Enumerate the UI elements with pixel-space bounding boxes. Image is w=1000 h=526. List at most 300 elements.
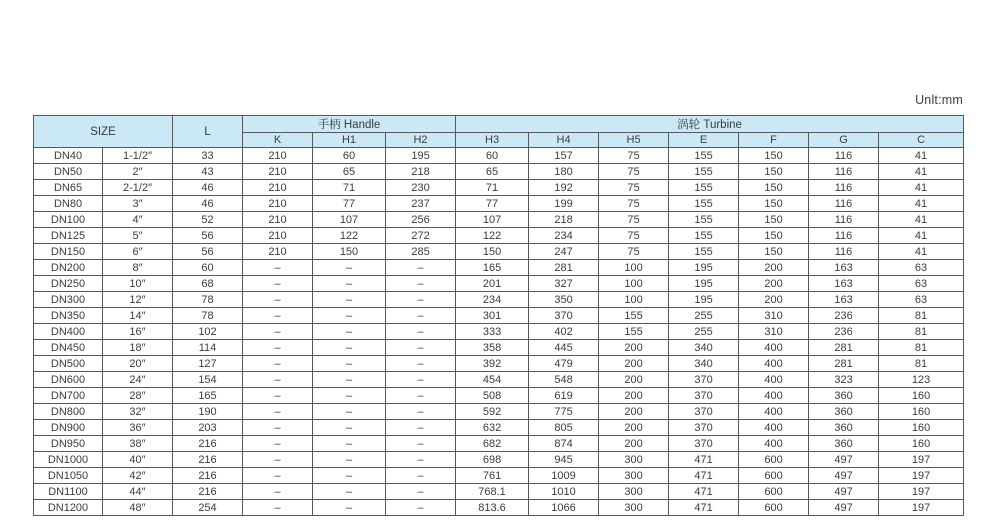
table-row [34,356,964,372]
h4-cell: 805 [529,420,599,436]
h5-cell: 75 [599,244,669,260]
table-row [34,244,964,260]
l-cell: 216 [173,436,243,452]
f-cell: 400 [739,388,809,404]
h4-cell: 402 [529,324,599,340]
g-cell: 116 [809,148,879,164]
c-cell: 160 [879,404,964,420]
l-cell: 102 [173,324,243,340]
size-inch-cell: 44″ [103,484,173,500]
size-dn-cell: DN100 [34,212,103,228]
g-cell: 323 [809,372,879,388]
k-cell: – [243,468,313,484]
f-cell: 600 [739,484,809,500]
k-cell: 210 [243,196,313,212]
h5-cell: 75 [599,212,669,228]
h1-cell: – [313,452,386,468]
e-cell: 340 [669,340,739,356]
l-cell: 56 [173,228,243,244]
g-cell: 236 [809,324,879,340]
h2-cell: – [386,420,456,436]
f-cell: 150 [739,180,809,196]
header-turbine-group: 涡轮 Turbine [456,116,964,133]
h3-cell: 813.6 [456,500,529,516]
l-cell: 60 [173,260,243,276]
k-cell: 210 [243,148,313,164]
table-row [34,212,964,228]
size-inch-cell: 42″ [103,468,173,484]
h2-cell: – [386,324,456,340]
e-cell: 155 [669,148,739,164]
g-cell: 281 [809,356,879,372]
size-dn-cell: DN65 [34,180,103,196]
header-c: C [879,133,964,148]
e-cell: 471 [669,468,739,484]
size-dn-cell: DN80 [34,196,103,212]
h2-cell: – [386,292,456,308]
k-cell: – [243,324,313,340]
size-dn-cell: DN400 [34,324,103,340]
h2-cell: – [386,356,456,372]
header-handle-group: 手柄 Handle [243,116,456,133]
size-dn-cell: DN700 [34,388,103,404]
l-cell: 68 [173,276,243,292]
h5-cell: 75 [599,228,669,244]
e-cell: 155 [669,228,739,244]
h5-cell: 300 [599,500,669,516]
h1-cell: 71 [313,180,386,196]
h4-cell: 775 [529,404,599,420]
e-cell: 370 [669,388,739,404]
h2-cell: – [386,484,456,500]
f-cell: 310 [739,308,809,324]
l-cell: 52 [173,212,243,228]
h3-cell: 201 [456,276,529,292]
size-dn-cell: DN600 [34,372,103,388]
h3-cell: 761 [456,468,529,484]
c-cell: 41 [879,196,964,212]
c-cell: 81 [879,356,964,372]
h4-cell: 1066 [529,500,599,516]
l-cell: 46 [173,180,243,196]
size-inch-cell: 6″ [103,244,173,260]
g-cell: 116 [809,244,879,260]
h2-cell: 195 [386,148,456,164]
e-cell: 471 [669,500,739,516]
e-cell: 471 [669,484,739,500]
l-cell: 165 [173,388,243,404]
header-h1: H1 [313,133,386,148]
size-dn-cell: DN500 [34,356,103,372]
size-dn-cell: DN1050 [34,468,103,484]
c-cell: 160 [879,436,964,452]
c-cell: 197 [879,484,964,500]
h3-cell: 71 [456,180,529,196]
h5-cell: 200 [599,340,669,356]
h3-cell: 107 [456,212,529,228]
k-cell: – [243,420,313,436]
h2-cell: – [386,340,456,356]
h4-cell: 548 [529,372,599,388]
h5-cell: 100 [599,260,669,276]
e-cell: 155 [669,196,739,212]
l-cell: 216 [173,468,243,484]
h2-cell: 272 [386,228,456,244]
h3-cell: 65 [456,164,529,180]
l-cell: 46 [173,196,243,212]
table-header [34,116,964,148]
header-e: E [669,133,739,148]
k-cell: – [243,340,313,356]
h3-cell: 77 [456,196,529,212]
e-cell: 195 [669,292,739,308]
g-cell: 360 [809,388,879,404]
h4-cell: 370 [529,308,599,324]
c-cell: 41 [879,180,964,196]
h1-cell: – [313,468,386,484]
h1-cell: – [313,484,386,500]
f-cell: 200 [739,292,809,308]
h3-cell: 333 [456,324,529,340]
header-h2: H2 [386,133,456,148]
l-cell: 154 [173,372,243,388]
g-cell: 163 [809,292,879,308]
h3-cell: 165 [456,260,529,276]
g-cell: 497 [809,500,879,516]
header-g: G [809,133,879,148]
table-row [34,196,964,212]
h5-cell: 155 [599,308,669,324]
h3-cell: 508 [456,388,529,404]
h1-cell: – [313,308,386,324]
h3-cell: 122 [456,228,529,244]
c-cell: 41 [879,148,964,164]
h1-cell: – [313,436,386,452]
h4-cell: 180 [529,164,599,180]
h4-cell: 1010 [529,484,599,500]
h3-cell: 682 [456,436,529,452]
h4-cell: 350 [529,292,599,308]
table-row [34,436,964,452]
h5-cell: 200 [599,420,669,436]
h4-cell: 1009 [529,468,599,484]
f-cell: 150 [739,148,809,164]
table-row [34,484,964,500]
h1-cell: 122 [313,228,386,244]
h5-cell: 100 [599,292,669,308]
g-cell: 360 [809,420,879,436]
h5-cell: 200 [599,404,669,420]
size-dn-cell: DN450 [34,340,103,356]
k-cell: – [243,372,313,388]
h3-cell: 632 [456,420,529,436]
h5-cell: 155 [599,324,669,340]
k-cell: – [243,500,313,516]
h2-cell: – [386,372,456,388]
table-row [34,500,964,516]
h5-cell: 300 [599,468,669,484]
h1-cell: – [313,292,386,308]
e-cell: 155 [669,244,739,260]
f-cell: 400 [739,340,809,356]
h1-cell: – [313,340,386,356]
size-dn-cell: DN40 [34,148,103,164]
h5-cell: 200 [599,388,669,404]
g-cell: 497 [809,484,879,500]
size-dn-cell: DN300 [34,292,103,308]
size-inch-cell: 38″ [103,436,173,452]
k-cell: – [243,452,313,468]
size-inch-cell: 8″ [103,260,173,276]
f-cell: 150 [739,196,809,212]
h2-cell: – [386,436,456,452]
size-dn-cell: DN1200 [34,500,103,516]
k-cell: – [243,356,313,372]
f-cell: 310 [739,324,809,340]
g-cell: 497 [809,468,879,484]
table-row [34,148,964,164]
l-cell: 33 [173,148,243,164]
h5-cell: 200 [599,356,669,372]
e-cell: 195 [669,260,739,276]
c-cell: 81 [879,324,964,340]
table-row [34,180,964,196]
g-cell: 497 [809,452,879,468]
size-inch-cell: 12″ [103,292,173,308]
table-row [34,452,964,468]
h5-cell: 300 [599,484,669,500]
h4-cell: 445 [529,340,599,356]
k-cell: – [243,292,313,308]
size-inch-cell: 1-1/2″ [103,148,173,164]
k-cell: – [243,484,313,500]
c-cell: 41 [879,212,964,228]
f-cell: 400 [739,356,809,372]
table-row [34,372,964,388]
f-cell: 150 [739,212,809,228]
f-cell: 400 [739,436,809,452]
size-dn-cell: DN350 [34,308,103,324]
table-row [34,308,964,324]
h2-cell: – [386,452,456,468]
f-cell: 150 [739,244,809,260]
h5-cell: 75 [599,180,669,196]
c-cell: 63 [879,276,964,292]
f-cell: 200 [739,276,809,292]
h4-cell: 247 [529,244,599,260]
h2-cell: 237 [386,196,456,212]
h3-cell: 392 [456,356,529,372]
table-row [34,404,964,420]
f-cell: 600 [739,468,809,484]
k-cell: 210 [243,212,313,228]
h2-cell: – [386,260,456,276]
header-h3: H3 [456,133,529,148]
k-cell: – [243,404,313,420]
h2-cell: 256 [386,212,456,228]
h1-cell: 60 [313,148,386,164]
size-inch-cell: 3″ [103,196,173,212]
h5-cell: 200 [599,372,669,388]
size-dn-cell: DN950 [34,436,103,452]
h3-cell: 301 [456,308,529,324]
k-cell: – [243,260,313,276]
k-cell: – [243,308,313,324]
table-row [34,340,964,356]
h2-cell: 285 [386,244,456,260]
c-cell: 41 [879,164,964,180]
size-dn-cell: DN250 [34,276,103,292]
c-cell: 41 [879,228,964,244]
k-cell: – [243,276,313,292]
header-k: K [243,133,313,148]
h1-cell: – [313,404,386,420]
size-inch-cell: 36″ [103,420,173,436]
e-cell: 370 [669,372,739,388]
size-dn-cell: DN200 [34,260,103,276]
c-cell: 160 [879,420,964,436]
e-cell: 195 [669,276,739,292]
l-cell: 254 [173,500,243,516]
l-cell: 78 [173,308,243,324]
size-inch-cell: 5″ [103,228,173,244]
table-row [34,420,964,436]
e-cell: 255 [669,324,739,340]
h3-cell: 150 [456,244,529,260]
h4-cell: 479 [529,356,599,372]
h1-cell: 65 [313,164,386,180]
size-dn-cell: DN900 [34,420,103,436]
dimension-table [33,115,964,516]
g-cell: 163 [809,276,879,292]
h1-cell: – [313,372,386,388]
size-dn-cell: DN1000 [34,452,103,468]
g-cell: 116 [809,228,879,244]
size-inch-cell: 20″ [103,356,173,372]
f-cell: 200 [739,260,809,276]
e-cell: 155 [669,180,739,196]
k-cell: 210 [243,228,313,244]
h3-cell: 60 [456,148,529,164]
size-inch-cell: 48″ [103,500,173,516]
size-dn-cell: DN50 [34,164,103,180]
header-row-groups [34,116,964,133]
h4-cell: 281 [529,260,599,276]
h5-cell: 75 [599,148,669,164]
h1-cell: – [313,260,386,276]
unit-label: Unlt:mm [915,93,963,107]
g-cell: 116 [809,164,879,180]
c-cell: 160 [879,388,964,404]
h4-cell: 234 [529,228,599,244]
h4-cell: 192 [529,180,599,196]
h4-cell: 218 [529,212,599,228]
f-cell: 150 [739,164,809,180]
size-inch-cell: 2-1/2″ [103,180,173,196]
e-cell: 370 [669,404,739,420]
h3-cell: 768.1 [456,484,529,500]
c-cell: 197 [879,500,964,516]
e-cell: 155 [669,164,739,180]
header-f: F [739,133,809,148]
h5-cell: 75 [599,196,669,212]
f-cell: 400 [739,404,809,420]
g-cell: 116 [809,212,879,228]
size-inch-cell: 2″ [103,164,173,180]
f-cell: 600 [739,452,809,468]
h2-cell: – [386,500,456,516]
table-row [34,468,964,484]
f-cell: 150 [739,228,809,244]
c-cell: 197 [879,452,964,468]
table-row [34,260,964,276]
size-inch-cell: 16″ [103,324,173,340]
l-cell: 43 [173,164,243,180]
c-cell: 123 [879,372,964,388]
c-cell: 81 [879,308,964,324]
h2-cell: – [386,468,456,484]
h4-cell: 199 [529,196,599,212]
h4-cell: 874 [529,436,599,452]
table-body [34,148,964,516]
h5-cell: 75 [599,164,669,180]
h1-cell: – [313,356,386,372]
h1-cell: – [313,276,386,292]
e-cell: 155 [669,212,739,228]
size-inch-cell: 14″ [103,308,173,324]
f-cell: 400 [739,372,809,388]
g-cell: 236 [809,308,879,324]
c-cell: 81 [879,340,964,356]
size-inch-cell: 24″ [103,372,173,388]
c-cell: 197 [879,468,964,484]
e-cell: 370 [669,420,739,436]
h5-cell: 100 [599,276,669,292]
table-row [34,292,964,308]
size-inch-cell: 32″ [103,404,173,420]
e-cell: 471 [669,452,739,468]
size-inch-cell: 10″ [103,276,173,292]
size-dn-cell: DN125 [34,228,103,244]
c-cell: 41 [879,244,964,260]
k-cell: 210 [243,244,313,260]
g-cell: 360 [809,436,879,452]
table-row [34,228,964,244]
g-cell: 116 [809,196,879,212]
k-cell: – [243,388,313,404]
size-dn-cell: DN800 [34,404,103,420]
l-cell: 203 [173,420,243,436]
c-cell: 63 [879,260,964,276]
h1-cell: – [313,388,386,404]
header-l: L [173,116,243,148]
h1-cell: 107 [313,212,386,228]
header-size: SIZE [34,116,173,148]
h4-cell: 157 [529,148,599,164]
h3-cell: 592 [456,404,529,420]
l-cell: 127 [173,356,243,372]
l-cell: 56 [173,244,243,260]
size-inch-cell: 18″ [103,340,173,356]
k-cell: 210 [243,164,313,180]
h1-cell: – [313,324,386,340]
c-cell: 63 [879,292,964,308]
h1-cell: 150 [313,244,386,260]
h5-cell: 300 [599,452,669,468]
h1-cell: – [313,500,386,516]
h3-cell: 234 [456,292,529,308]
h1-cell: 77 [313,196,386,212]
